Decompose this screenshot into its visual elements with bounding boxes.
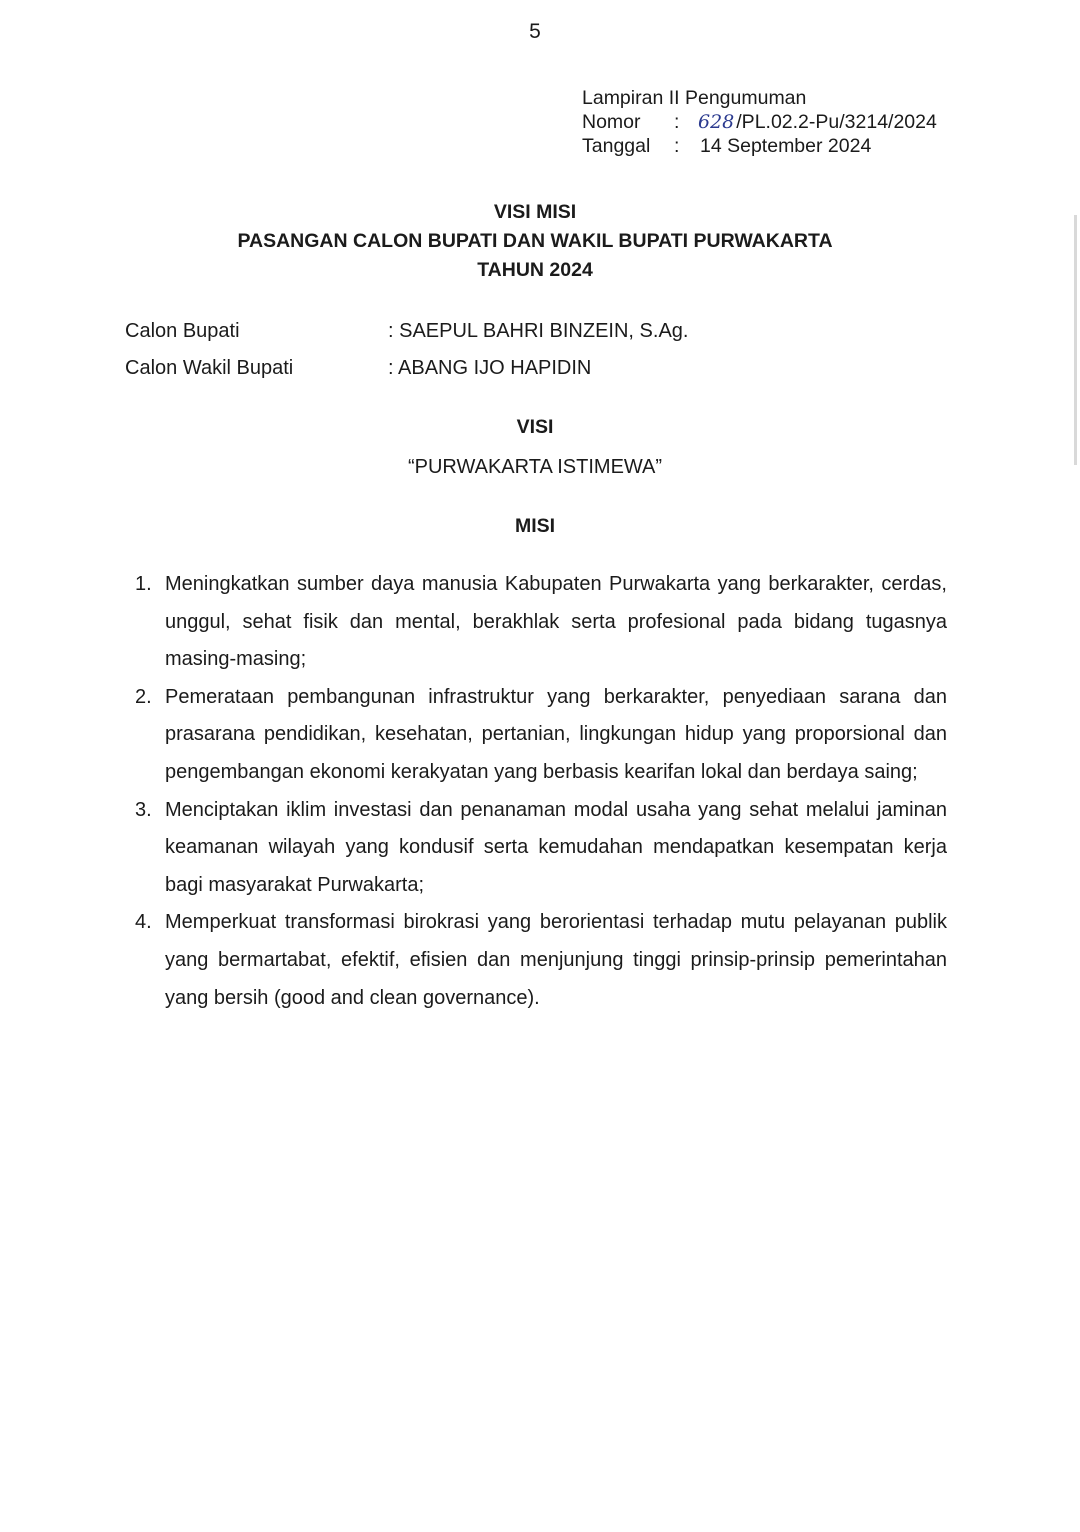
attachment-date-colon: : — [674, 135, 680, 157]
document-title — [0, 198, 1070, 285]
attachment-number-label: Nomor — [582, 111, 641, 133]
misi-list — [125, 566, 947, 1017]
misi-item-text: Menciptakan iklim investasi dan penanaman modal usaha yang sehat melalui jaminan keamanan wilayah yang kondusif serta kemudahan mendapatkan kesempatan kerja bagi masyarakat Purwakarta; — [165, 798, 947, 896]
misi-item-text: Memperkuat transformasi birokrasi yang berorientasi terhadap mutu pelayanan publik yang bermartabat, efektif, efisien dan menjunjung tinggi prinsip-prinsip pemerintahan yang bersih (good and clean governance). — [165, 911, 947, 1009]
misi-item-number: 4. — [135, 911, 152, 934]
list-item — [125, 792, 947, 905]
list-item — [125, 904, 947, 1017]
attachment-number-value: /PL.02.2-Pu/3214/2024 — [736, 111, 937, 133]
attachment-number-row — [582, 110, 937, 134]
visi-text: “PURWAKARTA ISTIMEWA” — [407, 456, 663, 478]
title-line-2: PASANGAN CALON BUPATI DAN WAKIL BUPATI PURWAKARTA — [237, 230, 833, 252]
candidate-value: : ABANG IJO HAPIDIN — [388, 357, 592, 379]
candidate-label: Calon Bupati — [125, 320, 240, 342]
attachment-date-row — [582, 134, 937, 158]
list-item — [125, 679, 947, 792]
candidate-list — [125, 313, 688, 387]
visi-heading: VISI — [516, 416, 554, 438]
attachment-number-colon: : — [674, 111, 680, 133]
attachment-date-value: 14 September 2024 — [700, 135, 872, 157]
candidate-row-wakil-bupati — [125, 350, 688, 387]
candidate-value: : SAEPUL BAHRI BINZEIN, S.Ag. — [388, 320, 689, 342]
candidate-row-bupati — [125, 313, 688, 350]
list-item — [125, 566, 947, 679]
handwritten-number: 628 — [698, 111, 735, 133]
candidate-label: Calon Wakil Bupati — [125, 357, 294, 379]
misi-item-number: 1. — [135, 573, 152, 595]
misi-item-text: Meningkatkan sumber daya manusia Kabupaten Purwakarta yang berkarakter, cerdas, unggul, sehat fisik dan mental, berakhlak serta profesional pada bidang tugasnya masing-masing; — [165, 573, 947, 671]
attachment-header — [582, 86, 937, 158]
misi-heading: MISI — [514, 515, 556, 537]
title-line-3: TAHUN 2024 — [477, 259, 593, 281]
page-number: 5 — [529, 20, 541, 43]
title-line-1: VISI MISI — [493, 201, 577, 223]
attachment-date-label: Tanggal — [582, 135, 651, 157]
scan-edge-mark — [1074, 215, 1077, 465]
misi-item-number: 2. — [135, 685, 152, 708]
misi-item-text: Pemerataan pembangunan infrastruktur yang berkarakter, penyediaan sarana dan prasarana pendidikan, kesehatan, pertanian, lingkungan hidup yang proporsional dan pengembangan ekonomi kerakyatan yang berbasis kearifan lokal dan berdaya saing; — [165, 685, 947, 783]
misi-item-number: 3. — [135, 798, 152, 821]
attachment-title: Lampiran II Pengumuman — [582, 87, 807, 109]
